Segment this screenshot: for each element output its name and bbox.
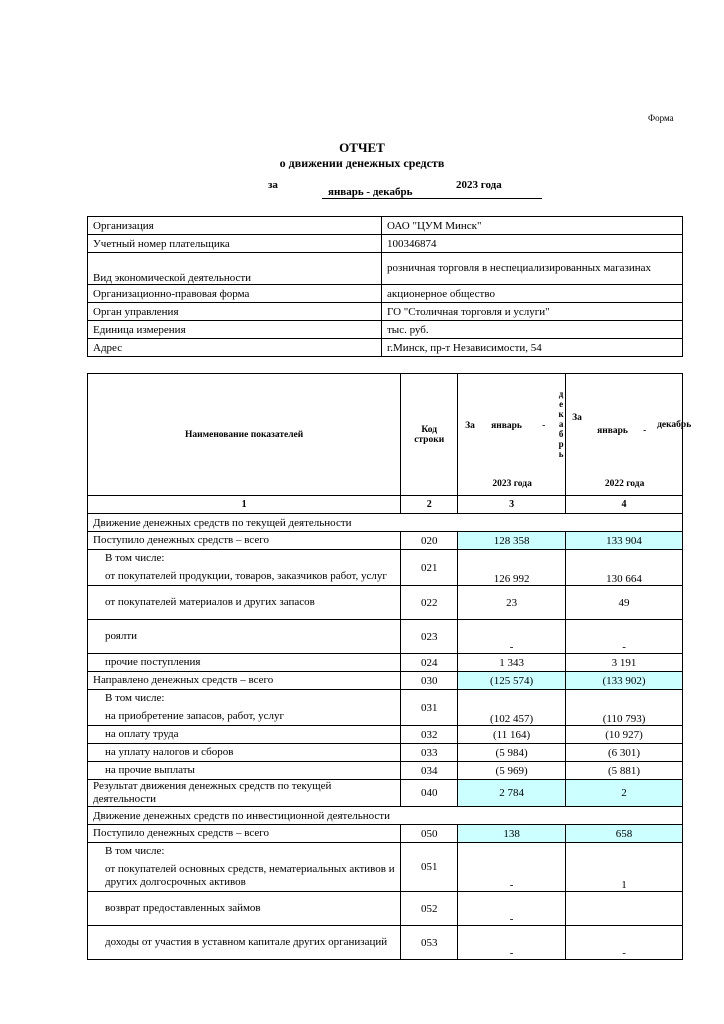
org-info-row xyxy=(88,321,683,339)
col4-za: За xyxy=(572,413,582,423)
table-row xyxy=(88,780,683,807)
org-info-key: Вид экономической деятельности xyxy=(88,253,382,285)
table-row xyxy=(88,654,683,672)
row-code: 040 xyxy=(401,780,458,807)
table-row xyxy=(88,690,683,726)
table-row xyxy=(88,843,683,892)
row-label: на уплату налогов и сборов xyxy=(88,744,401,762)
org-info-value: розничная торговля в неспециализированных магазинах xyxy=(382,253,683,285)
value-2022: 49 xyxy=(566,586,683,620)
report-subtitle: о движении денежных средств xyxy=(279,156,445,170)
row-code: 051 xyxy=(401,843,458,892)
table-row xyxy=(88,892,683,926)
cash-flow-table xyxy=(87,373,692,960)
row-label: Результат движения денежных средств по текущей деятельности xyxy=(88,780,401,807)
row-code: 022 xyxy=(401,586,458,620)
row-label: Поступило денежных средств – всего xyxy=(88,825,401,843)
row-code: 053 xyxy=(401,926,458,960)
col-number: 4 xyxy=(566,496,683,514)
value-2022: 658 xyxy=(566,825,683,843)
value-2022: 1 xyxy=(566,843,683,892)
row-code: 023 xyxy=(401,620,458,654)
row-code: 030 xyxy=(401,672,458,690)
row-code: 031 xyxy=(401,690,458,726)
row-label: от покупателей материалов и других запасов xyxy=(88,586,401,620)
org-info-key: Единица измерения xyxy=(88,321,382,339)
value-2023: (102 457) xyxy=(458,690,566,726)
col-number: 2 xyxy=(401,496,458,514)
org-info-key: Организационно-правовая форма xyxy=(88,285,382,303)
row-label: доходы от участия в уставном капитале других организаций xyxy=(88,926,401,960)
row-code: 020 xyxy=(401,532,458,550)
org-info-row xyxy=(88,235,683,253)
value-2022: (6 301) xyxy=(566,744,683,762)
org-info-row xyxy=(88,253,683,285)
value-2022: 2 xyxy=(566,780,683,807)
row-label xyxy=(88,550,401,586)
value-2023: (5 984) xyxy=(458,744,566,762)
organization-info-table xyxy=(87,216,683,357)
table-row xyxy=(88,926,683,960)
row-code: 034 xyxy=(401,762,458,780)
form-label: Форма xyxy=(648,113,674,123)
org-info-row xyxy=(88,285,683,303)
org-info-key: Учетный номер плательщика xyxy=(88,235,382,253)
org-info-value: 100346874 xyxy=(382,235,683,253)
row-label-prefix: В том числе: xyxy=(105,845,165,857)
col-header-2022 xyxy=(566,374,692,496)
row-label xyxy=(88,690,401,726)
value-2023: - xyxy=(458,926,566,960)
value-2022: (110 793) xyxy=(566,690,683,726)
table-row xyxy=(88,726,683,744)
col-header-name: Наименование показателей xyxy=(88,374,401,496)
table-row xyxy=(88,672,683,690)
col4-year: 2022 года xyxy=(604,479,645,489)
org-info-row xyxy=(88,339,683,357)
org-info-value: акционерное общество xyxy=(382,285,683,303)
period-months: январь - декабрь xyxy=(322,186,542,199)
value-2023: (125 574) xyxy=(458,672,566,690)
row-code: 033 xyxy=(401,744,458,762)
col3-month: январь xyxy=(491,421,522,431)
value-2023: 138 xyxy=(458,825,566,843)
value-2022: (133 902) xyxy=(566,672,683,690)
row-label: роялти xyxy=(88,620,401,654)
value-2023: 23 xyxy=(458,586,566,620)
table-row xyxy=(88,744,683,762)
row-label xyxy=(88,843,401,892)
col-number: 3 xyxy=(458,496,566,514)
row-code: 024 xyxy=(401,654,458,672)
value-2022: 3 191 xyxy=(566,654,683,672)
row-label-text: от покупателей продукции, товаров, заказчиков работ, услуг xyxy=(105,570,387,582)
table-row xyxy=(88,762,683,780)
row-code: 032 xyxy=(401,726,458,744)
row-label: на прочие выплаты xyxy=(88,762,401,780)
value-2023: 1 343 xyxy=(458,654,566,672)
table-header-row xyxy=(88,374,683,496)
value-2022: (10 927) xyxy=(566,726,683,744)
value-2022: - xyxy=(566,926,683,960)
table-row xyxy=(88,586,683,620)
col-header-code: Код строки xyxy=(401,374,458,496)
col3-year: 2023 года xyxy=(492,479,532,489)
table-row xyxy=(88,532,683,550)
value-2023: - xyxy=(458,892,566,926)
section-row xyxy=(88,807,683,825)
value-2022: 130 664 xyxy=(566,550,683,586)
value-2023: (5 969) xyxy=(458,762,566,780)
col4-month: январь xyxy=(597,426,628,436)
row-code: 021 xyxy=(401,550,458,586)
row-label-prefix: В том числе: xyxy=(105,552,165,564)
col4-dash: - xyxy=(643,426,647,436)
value-2022: (5 881) xyxy=(566,762,683,780)
org-info-row xyxy=(88,217,683,235)
value-2023: 128 358 xyxy=(458,532,566,550)
value-2023: 126 992 xyxy=(458,550,566,586)
row-label: прочие поступления xyxy=(88,654,401,672)
table-row xyxy=(88,825,683,843)
org-info-key: Орган управления xyxy=(88,303,382,321)
org-info-value: ОАО "ЦУМ Минск" xyxy=(382,217,683,235)
org-info-row xyxy=(88,303,683,321)
value-2023: - xyxy=(458,620,566,654)
table-row xyxy=(88,620,683,654)
row-label: Направлено денежных средств – всего xyxy=(88,672,401,690)
table-row xyxy=(88,550,683,586)
row-code: 050 xyxy=(401,825,458,843)
col3-za: За xyxy=(465,421,475,431)
section-title: Движение денежных средств по текущей деятельности xyxy=(88,514,683,532)
org-info-key: Организация xyxy=(88,217,382,235)
col4-month-end: декабрь xyxy=(657,420,692,430)
column-number-row xyxy=(88,496,683,514)
value-2022: 133 904 xyxy=(566,532,683,550)
col3-dash: - xyxy=(542,421,546,431)
period-year: 2023 года xyxy=(456,179,502,191)
period-prefix: за xyxy=(268,179,278,191)
col3-vertical-month: декабрь xyxy=(558,389,564,459)
org-info-key: Адрес xyxy=(88,339,382,357)
row-label: возврат предоставленных займов xyxy=(88,892,401,926)
row-label-text: от покупателей основных средств, нематериальных активов и других долгосрочных активов xyxy=(105,863,395,888)
value-2023: (11 164) xyxy=(458,726,566,744)
value-2022 xyxy=(566,892,683,926)
value-2023: - xyxy=(458,843,566,892)
row-label-prefix: В том числе: xyxy=(105,692,165,704)
org-info-value: ГО "Столичная торговля и услуги" xyxy=(382,303,683,321)
value-2022: - xyxy=(566,620,683,654)
col-number: 1 xyxy=(88,496,401,514)
report-title: ОТЧЕТ xyxy=(339,140,385,155)
section-row xyxy=(88,514,683,532)
row-code: 052 xyxy=(401,892,458,926)
org-info-value: тыс. руб. xyxy=(382,321,683,339)
org-info-value: г.Минск, пр-т Независимости, 54 xyxy=(382,339,683,357)
row-label: на оплату труда xyxy=(88,726,401,744)
value-2023: 2 784 xyxy=(458,780,566,807)
row-label: Поступило денежных средств – всего xyxy=(88,532,401,550)
section-title: Движение денежных средств по инвестиционной деятельности xyxy=(88,807,683,825)
row-label-text: на приобретение запасов, работ, услуг xyxy=(105,710,284,722)
col-header-2023 xyxy=(458,374,566,496)
